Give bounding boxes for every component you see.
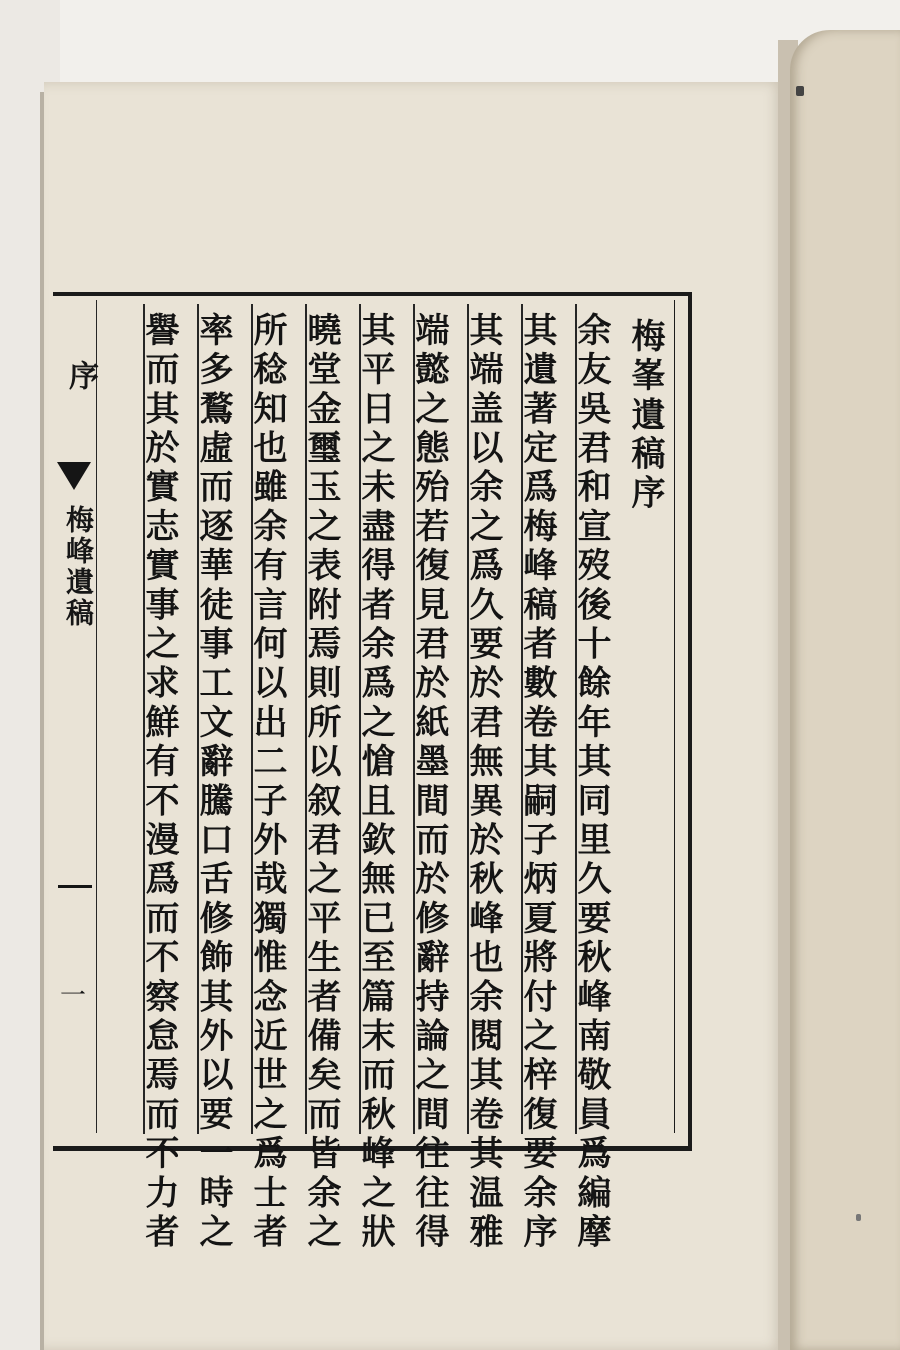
margin-divider	[58, 885, 92, 888]
margin-label: 序	[63, 360, 98, 392]
text-column: 余友吳君和宣歿後十餘年其同里久要秋峰南敬員爲編摩	[571, 312, 611, 1253]
text-column: 曉堂金璽玉之表附焉則所以叙君之平生者備矣而皆余之	[301, 312, 341, 1253]
text-column: 其遺著定爲梅峰稿者數卷其嗣子炳夏將付之梓復要余序	[517, 312, 557, 1253]
facing-page-edge	[790, 30, 900, 1350]
page-number: 一	[60, 981, 87, 1011]
text-column: 端懿之態殆若復見君於紙墨間而於修辭持論之間往往得	[409, 312, 449, 1253]
text-column: 其端盖以余之爲久要於君無異於秋峰也余閱其卷其温雅	[463, 312, 503, 1253]
text-column: 所稔知也雖余有言何以出二子外哉獨惟念近世之爲士者	[247, 312, 287, 1253]
ink-speck	[856, 1214, 861, 1221]
ink-speck	[796, 86, 804, 96]
text-column: 其平日之未盡得者余爲之愴且欽無已至篇末而秋峰之狀	[355, 312, 395, 1253]
margin-book-title: 梅峰遺稿	[62, 505, 95, 629]
text-column: 譽而其於實志實事之求鮮有不漫爲而不察怠焉而不力者	[139, 312, 179, 1253]
text-column: 率多鶩虛而逐華徒事工文辭騰口舌修飾其外以要一時之	[193, 312, 233, 1253]
document-title: 梅峯遺稿序	[625, 318, 665, 514]
